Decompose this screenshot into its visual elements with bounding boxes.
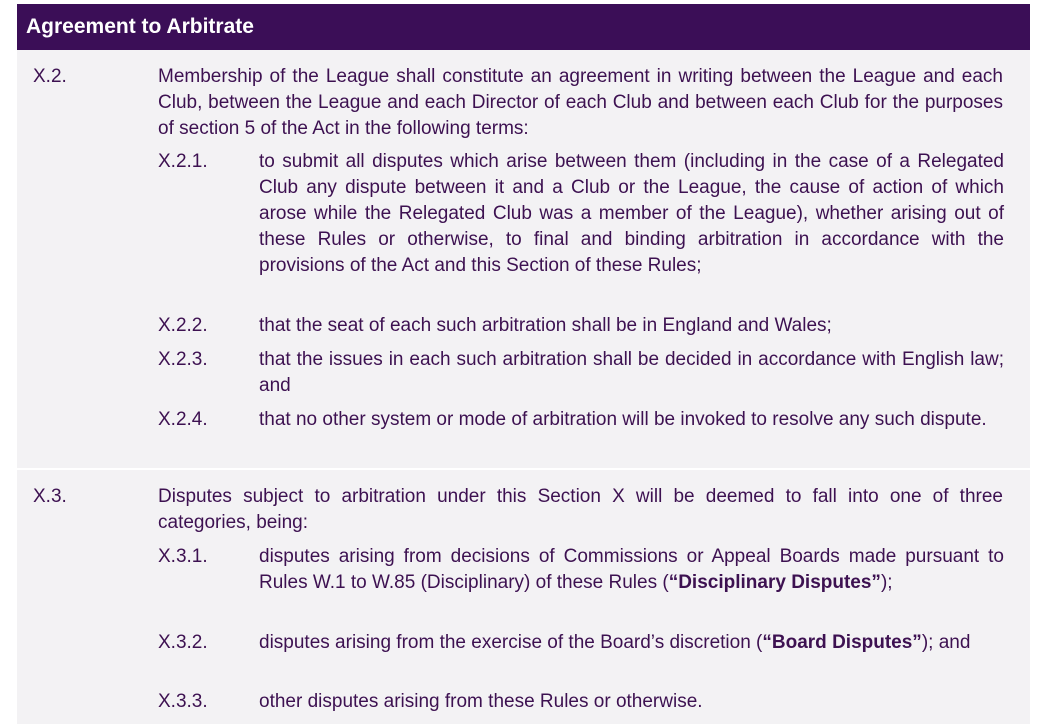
- subclause-number: X.2.3.: [158, 349, 208, 370]
- subclause-number: X.2.2.: [158, 315, 208, 336]
- subclause-text: that the issues in each such arbitration shall be decided in accordance with English law; and: [259, 349, 1004, 396]
- subclause-number: X.2.1.: [158, 151, 208, 172]
- subclause-text-part: );: [880, 572, 893, 593]
- clause-number: X.3.: [33, 486, 67, 507]
- subclause-text-part: ); and: [921, 632, 971, 653]
- subclause-text-part: disputes arising from the exercise of the Board’s discretion (: [259, 632, 763, 653]
- subclause-text: other disputes arising from these Rules or otherwise.: [259, 691, 703, 712]
- subclause-number: X.3.3.: [158, 691, 208, 712]
- subclause-number: X.3.2.: [158, 632, 208, 653]
- subclause-text-part: disputes arising from decisions of Commissions or Appeal Boards made pursuant to Rules W.1 to W.85 (Disciplinary) of these Rules (: [259, 546, 1004, 593]
- clause-text: Membership of the League shall constitute an agreement in writing between the League and each Club, between the League and each Director of each Club and between each Club for the purposes of section 5 of the Act in the following terms:: [158, 66, 1003, 139]
- clause-number: X.2.: [33, 66, 67, 87]
- section-heading: Agreement to Arbitrate: [17, 4, 1030, 50]
- defined-term: “Disciplinary Disputes”: [668, 572, 881, 593]
- subclause-text: to submit all disputes which arise between them (including in the case of a Relegated Club any dispute between it and a Club or the League, the cause of action of which arose while the Relegated Club was a member of the League), whether arising out of these Rules or otherwise, to final and binding arbitration in accordance with the provisions of the Act and this Section of these Rules;: [259, 151, 1004, 276]
- subclause-text: that the seat of each such arbitration shall be in England and Wales;: [259, 315, 832, 336]
- subclause-text: that no other system or mode of arbitration will be invoked to resolve any such dispute.: [259, 409, 987, 430]
- clause-text: Disputes subject to arbitration under this Section X will be deemed to fall into one of three categories, being:: [158, 486, 1003, 533]
- subclause-number: X.3.1.: [158, 546, 208, 567]
- subclause-text: [259, 630, 1004, 656]
- clause-x3: [17, 470, 1030, 724]
- subclause-text: [259, 544, 1004, 596]
- clause-x2: [17, 50, 1030, 468]
- subclause-number: X.2.4.: [158, 409, 208, 430]
- defined-term: “Board Disputes”: [762, 632, 922, 653]
